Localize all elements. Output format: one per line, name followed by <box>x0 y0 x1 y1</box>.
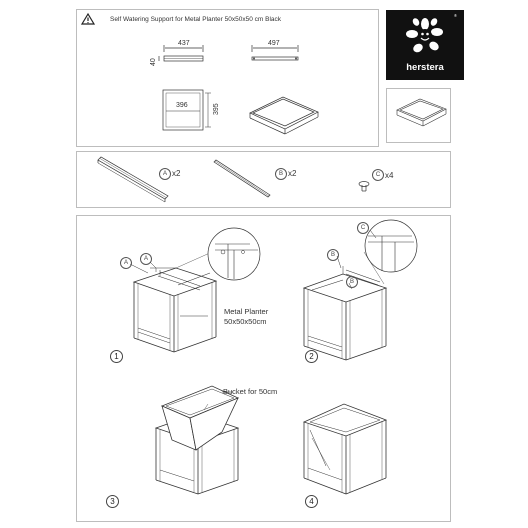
part-b-label: B <box>275 168 287 180</box>
step-1-drawing <box>130 228 260 352</box>
document-title: Self Watering Support for Metal Planter 50x50x50 cm Black <box>110 16 282 23</box>
step-2-number: 2 <box>305 350 318 363</box>
step-4-number: 4 <box>305 495 318 508</box>
step-2-callout-b2: B <box>346 276 358 288</box>
step-2-callout-c: C <box>357 222 369 234</box>
part-c-quantity: x4 <box>385 171 394 180</box>
step-1-label-line1: Metal Planter <box>224 307 269 316</box>
step-1-callout-a1: A <box>120 257 132 269</box>
dim-frame-width: 396 <box>176 102 188 109</box>
dim-height: 40 <box>150 58 157 66</box>
step-3-number: 3 <box>106 495 119 508</box>
step-3-bucket-label: Bucket for 50cm <box>223 387 278 396</box>
dim-rail-a: 437 <box>178 40 190 47</box>
step-1-number: 1 <box>110 350 123 363</box>
step-2-callout-b1: B <box>327 249 339 261</box>
step-3-drawing <box>156 386 238 494</box>
part-a-label: A <box>159 168 171 180</box>
step-2-drawing <box>304 220 417 360</box>
step-1-label-line2: 50x50x50cm <box>224 317 267 326</box>
dim-rail-b: 497 <box>268 40 280 47</box>
registered-mark: ® <box>454 13 457 18</box>
part-a-quantity: x2 <box>172 169 181 178</box>
brand-name: herstera <box>406 62 444 73</box>
step-4-drawing <box>304 404 386 494</box>
step-1-callout-a2: A <box>140 253 152 265</box>
part-b-quantity: x2 <box>288 169 297 178</box>
part-c-label: C <box>372 169 384 181</box>
dim-frame-depth: 395 <box>213 103 220 115</box>
